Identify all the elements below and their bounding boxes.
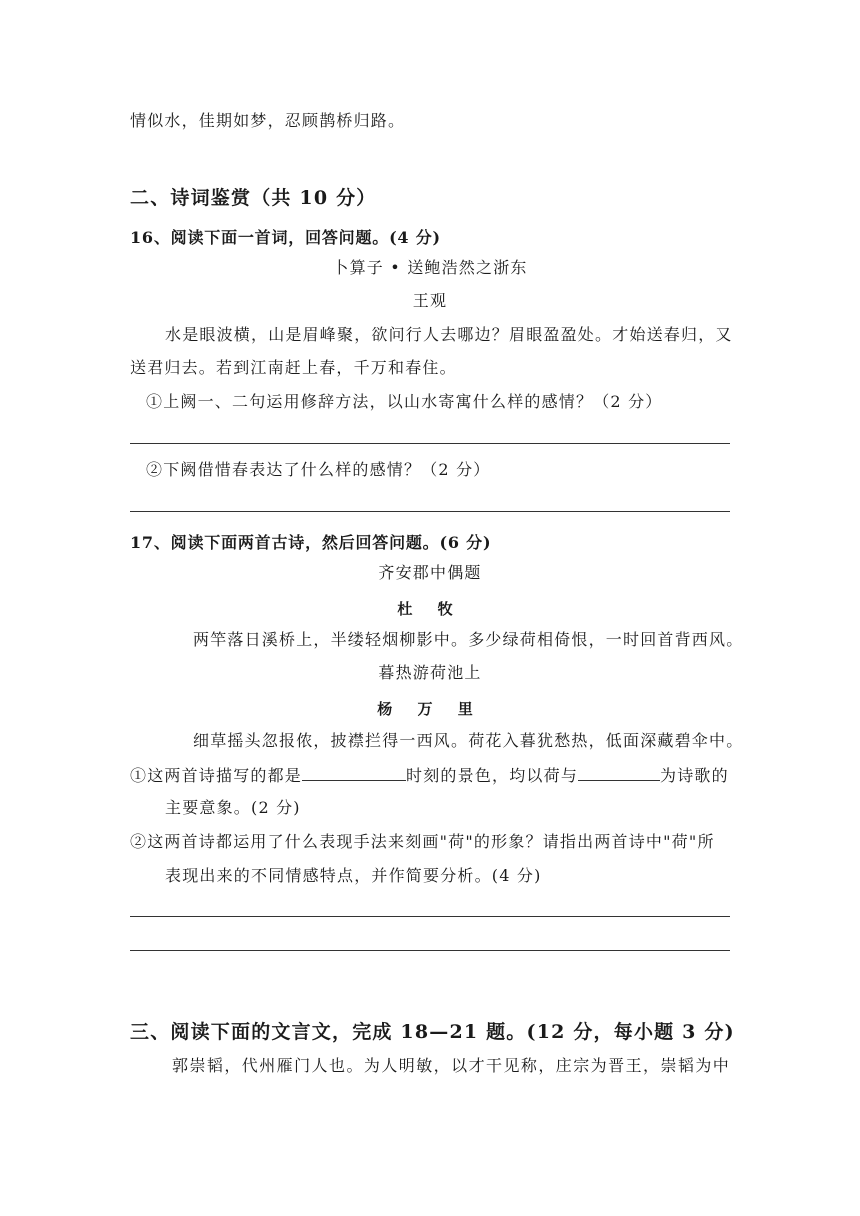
fill-in-blank[interactable] — [302, 766, 406, 781]
poem-17-2-title: 暮热游荷池上 — [378, 663, 482, 682]
poem-17-2-author: 杨 万 里 — [377, 700, 483, 718]
question-17-sub-1 — [130, 766, 729, 784]
question-17-sub-1-cont: 主要意象。(2 分) — [165, 798, 301, 817]
answer-line[interactable] — [130, 511, 730, 512]
poem-16-title: 卜算子 • 送鲍浩然之浙东 — [332, 258, 528, 277]
answer-line[interactable] — [130, 950, 730, 951]
question-17-title: 17、阅读下面两首古诗，然后回答问题。(6 分) — [130, 533, 492, 552]
poem-17-1-author: 杜 牧 — [397, 600, 463, 618]
answer-line[interactable] — [130, 443, 730, 444]
question-17-sub-2-line-1: ②这两首诗都运用了什么表现手法来刻画"荷"的形象？请指出两首诗中"荷"所 — [130, 832, 715, 851]
section-3-heading: 三、阅读下面的文言文，完成 18—21 题。(12 分，每小题 3 分) — [130, 1021, 735, 1043]
question-16-sub-1: ①上阙一、二句运用修辞方法，以山水寄寓什么样的感情？（2 分） — [146, 392, 663, 411]
q17-sub1-part-a: ①这两首诗描写的都是 — [130, 766, 303, 785]
poem-16-author: 王观 — [412, 291, 448, 310]
question-17-sub-2-line-2: 表现出来的不同情感特点，并作简要分析。(4 分) — [165, 866, 542, 885]
previous-poem-line: 情似水，佳期如梦，忍顾鹊桥归路。 — [130, 111, 406, 130]
q17-sub1-part-b: 时刻的景色，均以荷与 — [406, 766, 579, 785]
fill-in-blank[interactable] — [578, 766, 660, 781]
poem-16-line-2: 送君归去。若到江南赶上春，千万和春住。 — [130, 358, 457, 377]
poem-17-1-title: 齐安郡中偶题 — [378, 563, 482, 582]
poem-17-2-text: 细草摇头忽报侬，披襟拦得一西风。荷花入暮犹愁热，低面深藏碧伞中。 — [193, 731, 744, 750]
poem-17-1-text: 两竿落日溪桥上，半缕轻烟柳影中。多少绿荷相倚恨，一时回首背西风。 — [193, 630, 744, 649]
section-2-heading: 二、诗词鉴赏（共 10 分） — [130, 187, 377, 209]
q17-sub1-part-c: 为诗歌的 — [660, 766, 729, 785]
answer-line[interactable] — [130, 916, 730, 917]
question-16-title: 16、阅读下面一首词，回答问题。(4 分) — [130, 228, 441, 247]
classical-text-para-1: 郭崇韬，代州雁门人也。为人明敏，以才干见称，庄宗为晋王，崇韬为中 — [172, 1056, 730, 1075]
poem-16-line-1: 水是眼波横，山是眉峰聚，欲问行人去哪边？眉眼盈盈处。才始送春归，又 — [165, 325, 733, 344]
question-16-sub-2: ②下阙借惜春表达了什么样的感情？（2 分） — [146, 460, 491, 479]
